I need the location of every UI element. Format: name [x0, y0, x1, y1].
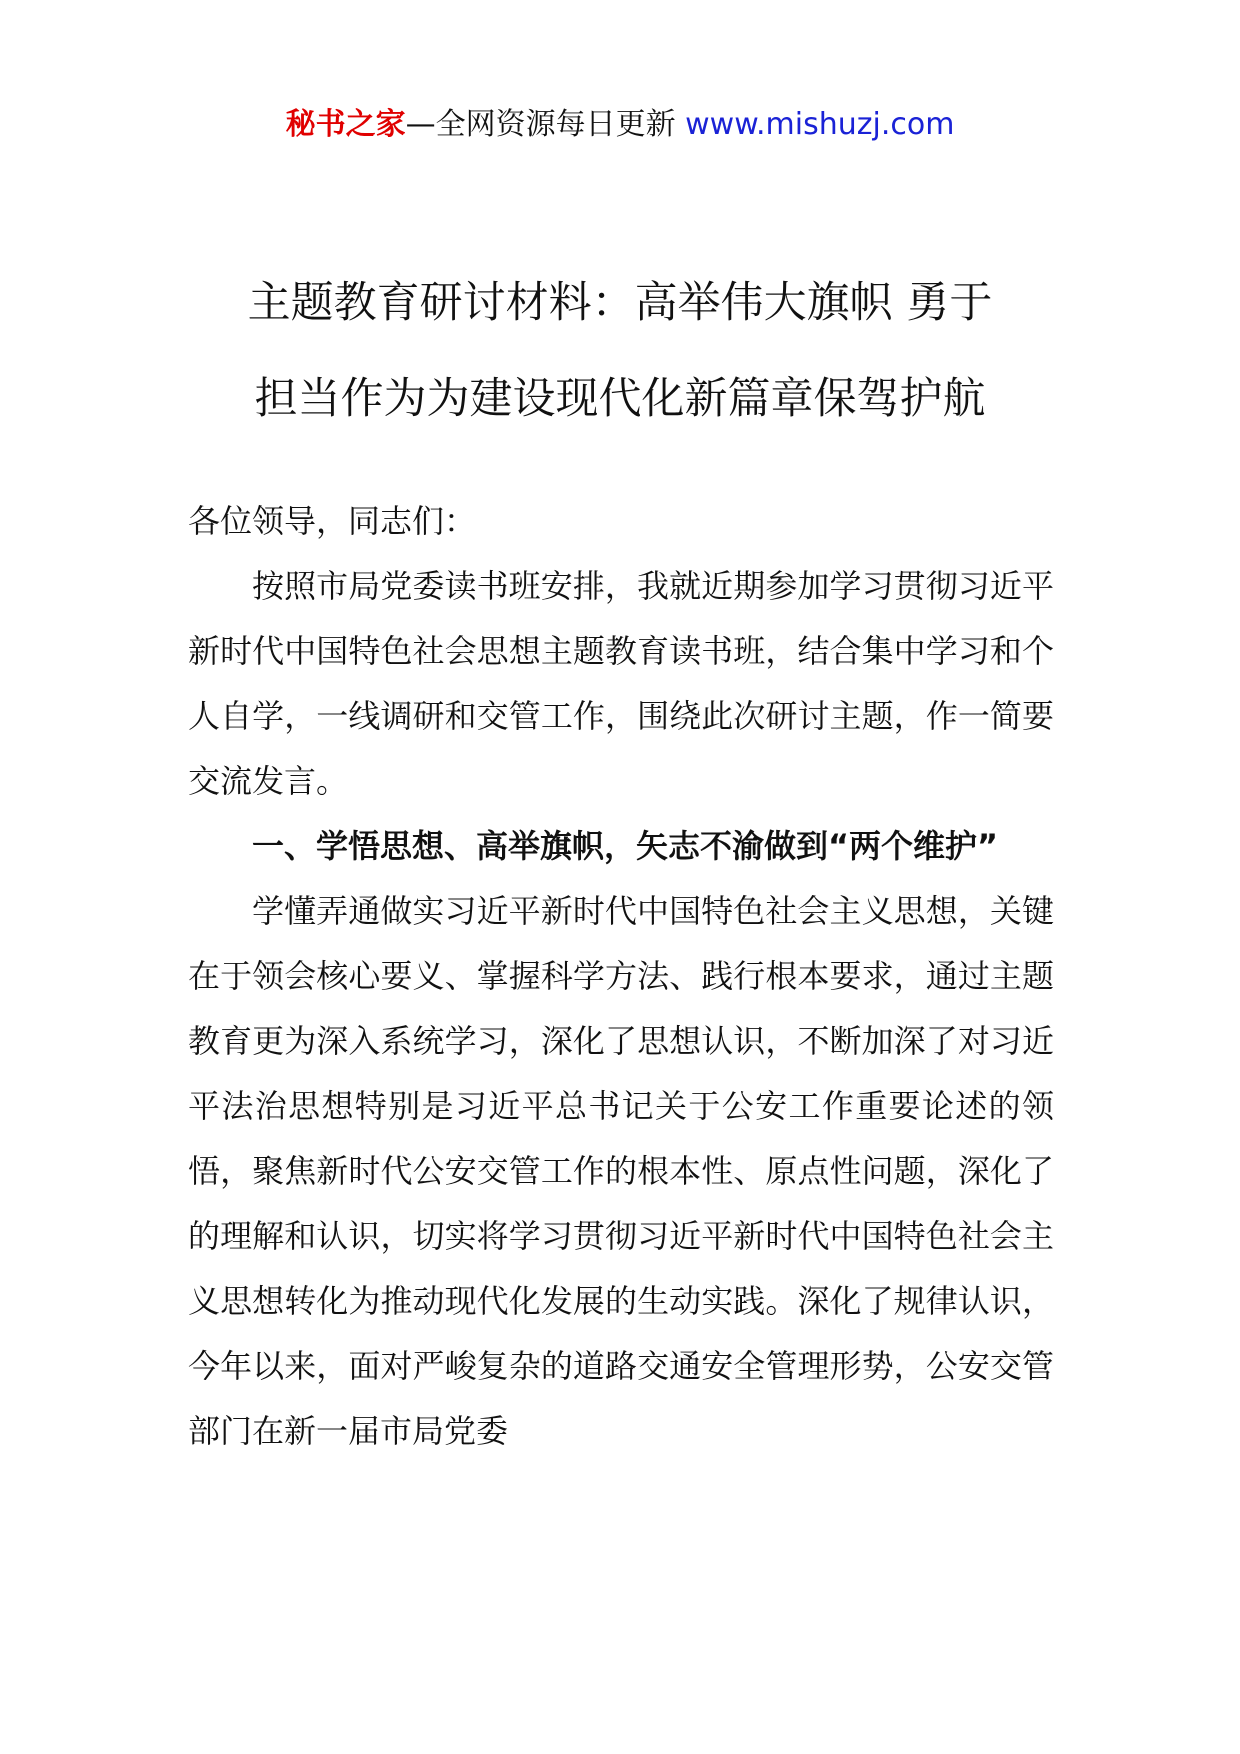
header-tagline: —全网资源每日更新	[405, 107, 686, 142]
title-line-2: 担当作为为建设现代化新篇章保驾护航	[254, 374, 986, 424]
brand-name: 秘书之家	[285, 107, 406, 142]
salutation: 各位领导，同志们：	[188, 502, 477, 540]
paragraph-section-1: 学懂弄通做实习近平新时代中国特色社会主义思想，关键在于领会核心要义、掌握科学方法、践行根本要求，通过主题教育更为深入系统学习，深化了思想认识，不断加深了对习近平法治思想特别是习近平总书记关于公安工作重要论述的领悟，聚焦新时代公安交管工作的根本性、原点性问题，深化了的理解和认识，切实将学习贯彻习近平新时代中国特色社会主义思想转化为推动现代化发展的生动实践。深化了规律认识，今年以来，面对严峻复杂的道路交通安全管理形势，公安交管部门在新一届市局党委	[188, 892, 1054, 1450]
website-link[interactable]: www.mishuzj.com	[685, 107, 955, 142]
document-body	[188, 489, 1054, 1464]
page-header	[0, 103, 1240, 147]
paragraph-intro: 按照市局党委读书班安排，我就近期参加学习贯彻习近平新时代中国特色社会思想主题教育读书班，结合集中学习和个人自学，一线调研和交管工作，围绕此次研讨主题，作一简要交流发言。	[188, 567, 1054, 800]
section-heading-1: 一、学悟思想、高举旗帜，矢志不渝做到“两个维护”	[252, 827, 999, 865]
document-title	[0, 255, 1240, 447]
title-line-1: 主题教育研讨材料：高举伟大旗帜 勇于	[247, 278, 993, 328]
